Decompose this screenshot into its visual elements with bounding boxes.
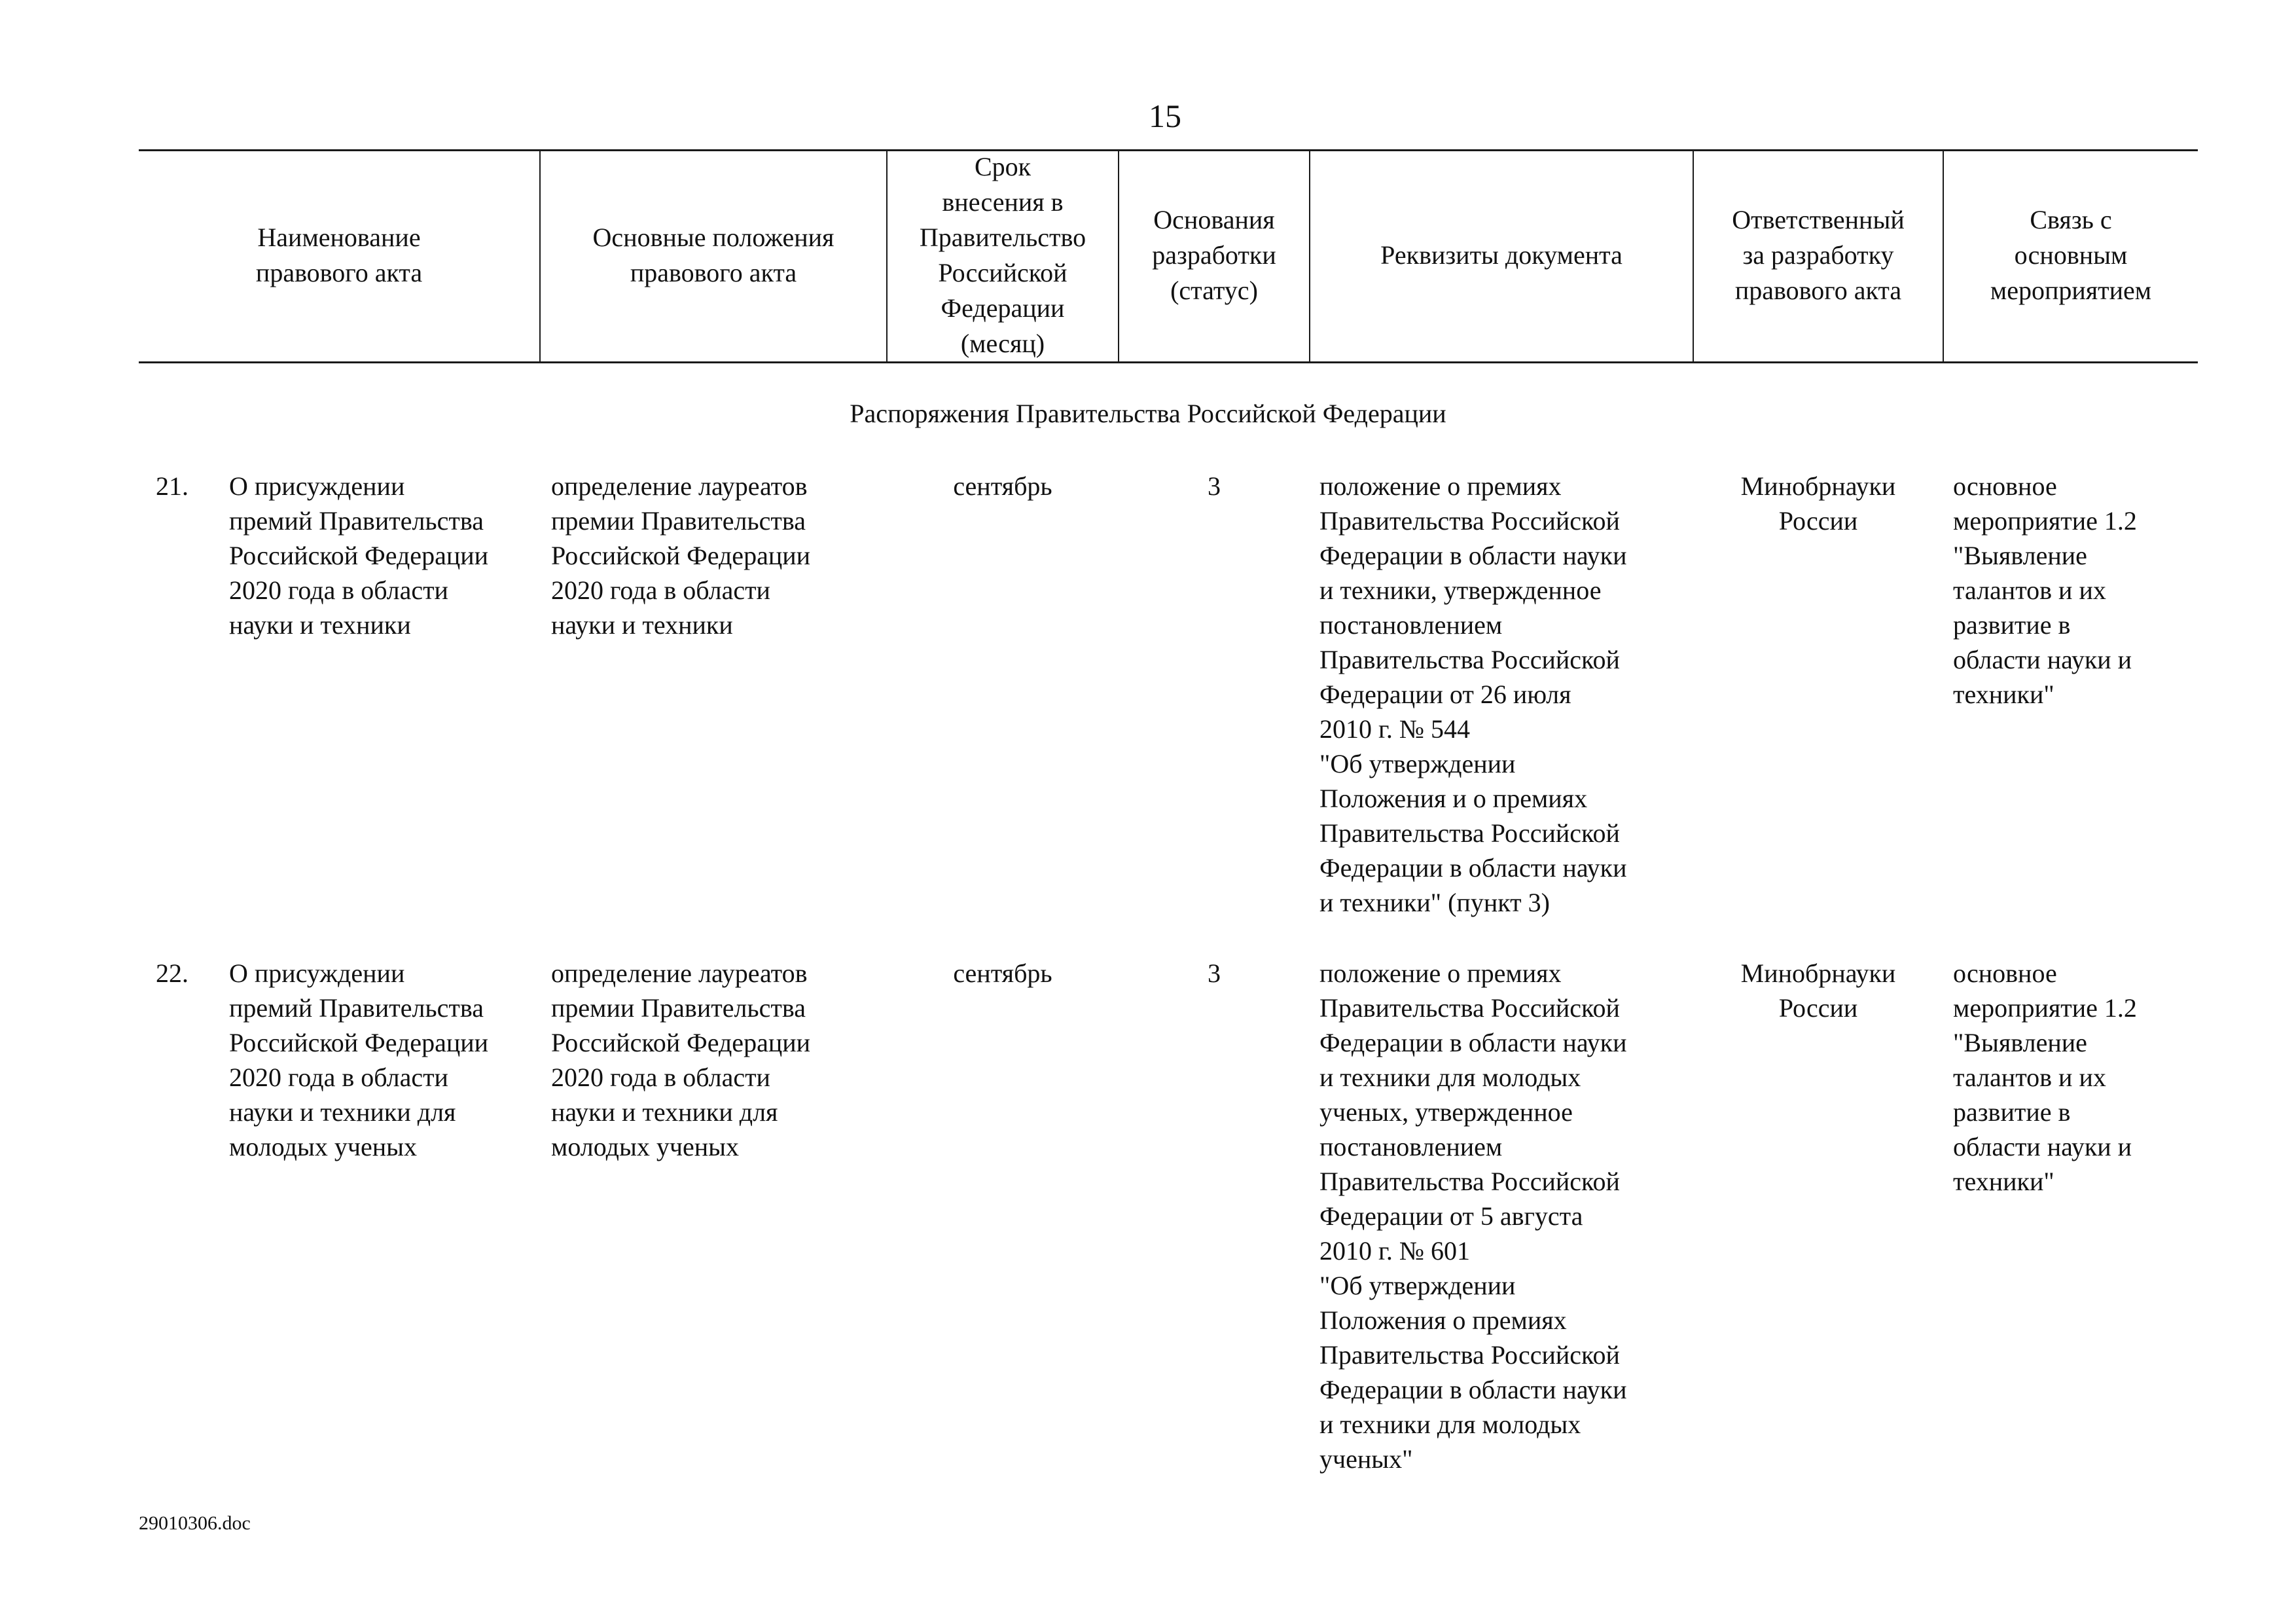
text-line: Правительства Российской [1319,645,1620,674]
text-line: молодых ученых [229,1132,417,1161]
text-line: премии Правительства [551,993,806,1023]
text-line: Положения о премиях [1319,1305,1567,1335]
header-lines [593,220,834,291]
text-line: 2010 г. № 601 [1319,1236,1471,1266]
text-line: науки и техники [229,610,411,640]
text-line: основное [1953,958,2057,988]
text-line: развитие в [1953,1097,2071,1127]
text-line: науки и техники [551,610,733,640]
basis-status: 3 [1208,958,1221,988]
text-line: Федерации в области науки [1319,541,1627,570]
text-line: Российской Федерации [229,541,489,570]
header-bottom-rule [139,361,2198,363]
text-line: Российской Федерации [551,541,811,570]
deadline: сентябрь [953,471,1052,501]
text-line: "Выявление [1953,1028,2087,1057]
footer-filename: 29010306.doc [139,1512,251,1534]
text-line: "Выявление [1953,541,2087,570]
header-lines [256,220,422,291]
header-provisions [541,149,886,361]
text-line: техники" [1953,1167,2054,1196]
text-line: Основания [1153,205,1275,234]
text-line: Правительство [919,223,1086,252]
text-line: Правительства Российской [1319,993,1620,1023]
text-line: развитие в [1953,610,2071,640]
section-title: Распоряжения Правительства Российской Федерации [850,399,1446,428]
text-line: области науки и [1953,645,2132,674]
text-line: Федерации от 5 августа [1319,1201,1583,1231]
text-line: области науки и [1953,1132,2132,1161]
text-line: ученых, утвержденное [1319,1097,1573,1127]
page-number: 15 [1149,98,1181,134]
header-basis [1119,149,1309,361]
text-line: "Об утверждении [1319,749,1516,778]
text-line: Российской Федерации [551,1028,811,1057]
text-line: Положения и о премиях [1319,784,1588,813]
text-line: науки и техники для [551,1097,778,1127]
text-line: положение о премиях [1319,471,1562,501]
text-line: Федерации в области науки [1319,1375,1627,1404]
text-line: 2020 года в области [229,575,448,605]
text-line: внесения в [942,187,1064,217]
text-line: О присуждении [229,471,405,501]
text-line: Правительства Российской [1319,1340,1620,1370]
text-line: постановлением [1319,610,1503,640]
text-line: правового акта [1734,276,1902,305]
text-line: Федерации в области науки [1319,1028,1627,1057]
text-line: мероприятие 1.2 [1953,506,2137,536]
text-line: Связь с [2030,205,2112,234]
header-lines [1380,238,1623,273]
text-line: 2020 года в области [229,1063,448,1092]
text-line: О присуждении [229,958,405,988]
row-number: 22. [156,958,188,988]
text-line: определение лауреатов [551,958,808,988]
text-line: премий Правительства [229,506,484,536]
text-line: Минобрнауки [1740,958,1896,988]
text-line: талантов и их [1953,575,2106,605]
responsible-agency [1694,469,1943,538]
act-name [229,469,488,642]
main-activity-link [1953,956,2137,1199]
text-line: Правительства Российской [1319,818,1620,848]
text-line: ученых" [1319,1444,1413,1474]
row-number: 21. [156,471,188,501]
text-line: 2010 г. № 544 [1319,714,1471,744]
header-requisites [1310,149,1693,361]
text-line: и техники для молодых [1319,1063,1581,1092]
text-line: Наименование [257,223,421,252]
text-line: Российской [938,258,1067,287]
text-line: постановлением [1319,1132,1503,1161]
text-line: (статус) [1170,276,1258,305]
text-line: техники" [1953,680,2054,709]
text-line: Российской Федерации [229,1028,489,1057]
text-line: определение лауреатов [551,471,808,501]
header-lines [920,149,1086,361]
text-line: за разработку [1742,240,1894,270]
text-line: науки и техники для [229,1097,456,1127]
text-line: и техники, утвержденное [1319,575,1602,605]
text-line: 2020 года в области [551,1063,770,1092]
text-line: (месяц) [960,329,1045,358]
header-lines [1732,202,1904,308]
act-provisions [551,956,810,1164]
text-line: мероприятие 1.2 [1953,993,2137,1023]
header-lines [1152,202,1276,308]
text-line: основным [2014,240,2128,270]
text-line: Срок [974,152,1031,181]
header-lines [1990,202,2151,308]
header-name [139,149,539,361]
text-line: Ответственный [1732,205,1905,234]
text-line: и техники" (пункт 3) [1319,888,1550,917]
deadline: сентябрь [953,958,1052,988]
text-line: Федерации в области науки [1319,853,1627,883]
text-line: премии Правительства [551,506,806,536]
text-line: России [1778,506,1858,536]
text-line: "Об утверждении [1319,1271,1516,1300]
text-line: мероприятием [1990,276,2152,305]
header-deadline [888,149,1118,361]
text-line: 2020 года в области [551,575,770,605]
text-line: Федерации от 26 июля [1319,680,1571,709]
text-line: премий Правительства [229,993,484,1023]
text-line: Федерации [941,293,1065,323]
text-line: правового акта [255,258,423,287]
text-line: талантов и их [1953,1063,2106,1092]
text-line: разработки [1152,240,1276,270]
main-activity-link [1953,469,2137,712]
header-link [1944,149,2198,361]
text-line: Правительства Российской [1319,1167,1620,1196]
text-line: России [1778,993,1858,1023]
act-provisions [551,469,810,642]
header-responsible [1694,149,1943,361]
text-line: правового акта [630,258,797,287]
text-line: Минобрнауки [1740,471,1896,501]
text-line: положение о премиях [1319,958,1562,988]
text-line: Основные положения [592,223,834,252]
text-line: Правительства Российской [1319,506,1620,536]
responsible-agency [1694,956,1943,1025]
text-line: Реквизиты документа [1380,240,1623,270]
act-name [229,956,488,1164]
document-requisites [1319,956,1626,1476]
document-requisites [1319,469,1626,920]
text-line: молодых ученых [551,1132,739,1161]
text-line: и техники для молодых [1319,1410,1581,1439]
text-line: основное [1953,471,2057,501]
basis-status: 3 [1208,471,1221,501]
